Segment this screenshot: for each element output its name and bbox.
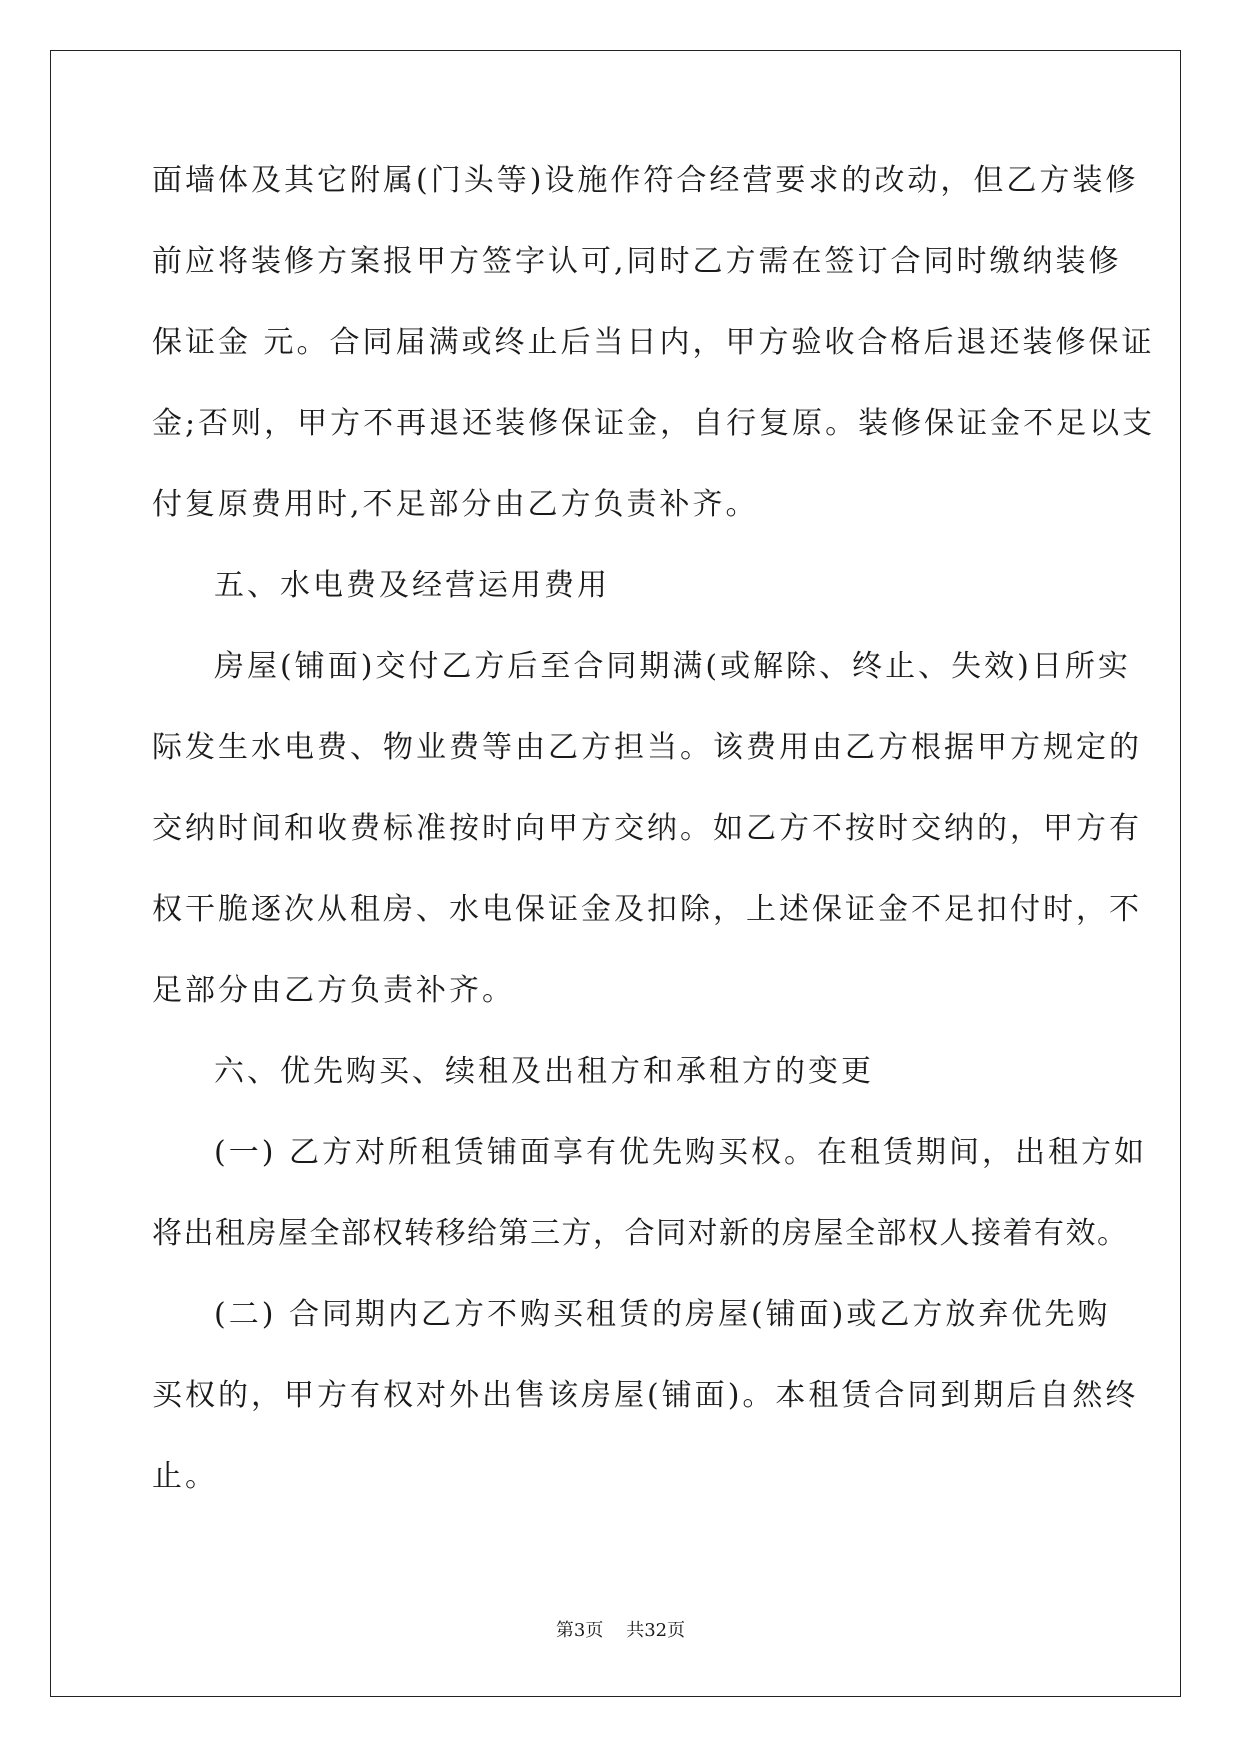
paragraph-line: 房屋(铺面)交付乙方后至合同期满(或解除、终止、失效)日所实 (214, 649, 1131, 684)
paragraph-line: 止。 (152, 1459, 218, 1494)
paragraph-line: 付复原费用时,不足部分由乙方负责补齐。 (152, 487, 759, 522)
paragraph-line: (二) 合同期内乙方不购买租赁的房屋(铺面)或乙方放弃优先购 (214, 1297, 1111, 1332)
paragraph-line: 际发生水电费、物业费等由乙方担当。该费用由乙方根据甲方规定的 (152, 730, 1142, 765)
section-heading: 五、水电费及经营运用费用 (214, 568, 610, 603)
section-heading: 六、优先购买、续租及出租方和承租方的变更 (214, 1054, 874, 1089)
paragraph-line: 足部分由乙方负责补齐。 (152, 973, 515, 1008)
paragraph-line: 前应将装修方案报甲方签字认可,同时乙方需在签订合同时缴纳装修 (152, 244, 1122, 279)
page-number-footer: 第3页 共32页 (555, 1620, 686, 1641)
paragraph-line: 金;否则，甲方不再退还装修保证金，自行复原。装修保证金不足以支 (152, 406, 1156, 441)
paragraph-line: 保证金 元。合同届满或终止后当日内，甲方验收合格后退还装修保证 (152, 325, 1155, 360)
paragraph-line: 交纳时间和收费标准按时向甲方交纳。如乙方不按时交纳的，甲方有 (152, 811, 1142, 846)
paragraph-line: 买权的，甲方有权对外出售该房屋(铺面)。本租赁合同到期后自然终 (152, 1378, 1139, 1413)
paragraph-line: 面墙体及其它附属(门头等)设施作符合经营要求的改动，但乙方装修 (152, 163, 1139, 198)
document-body (152, 140, 1156, 1517)
paragraph-line: 权干脆逐次从租房、水电保证金及扣除，上述保证金不足扣付时，不 (152, 892, 1142, 927)
paragraph-line: 将出租房屋全部权转移给第三方，合同对新的房屋全部权人接着有效。 (152, 1216, 1129, 1251)
paragraph-line: (一) 乙方对所租赁铺面享有优先购买权。在租赁期间，出租方如 (214, 1135, 1147, 1170)
